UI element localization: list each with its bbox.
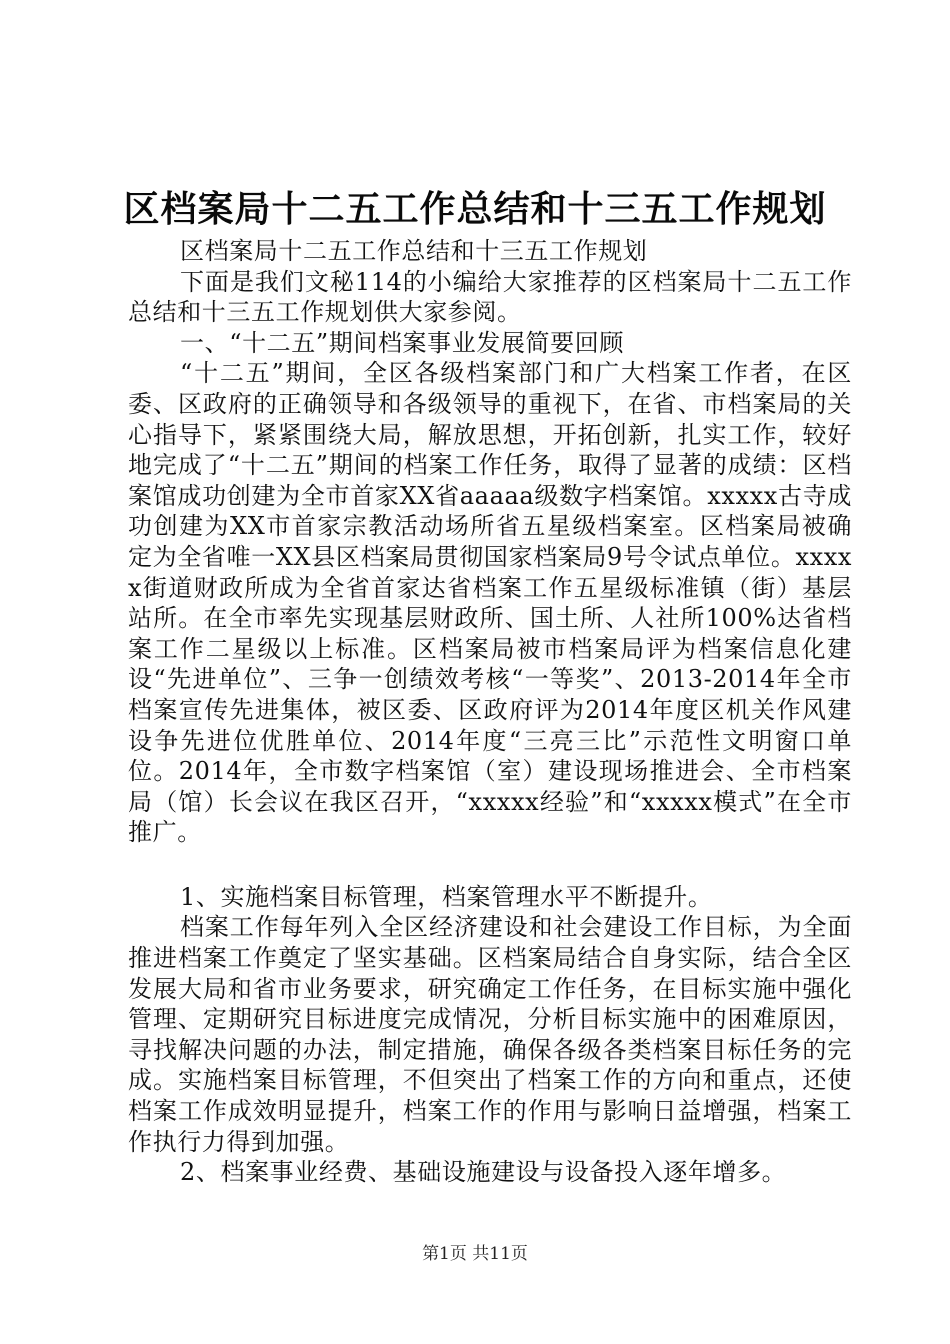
document-body: [128, 236, 852, 1188]
subheading-1: 1、实施档案目标管理，档案管理水平不断提升。: [180, 882, 713, 911]
paragraph-subtitle: 区档案局十二五工作总结和十三五工作规划: [180, 237, 648, 265]
page-footer: 第1页 共11页: [422, 1244, 528, 1264]
section-heading: 一、“十二五”期间档案事业发展简要回顾: [180, 328, 624, 357]
paragraph-target-management: 档案工作每年列入全区经济建设和社会建设工作目标，为全面推进档案工作奠定了坚实基础。区档案局结合自身实际，结合全区发展大局和省市业务要求，研究确定工作任务，在目标实施中强化管理、定期研究目标进度完成情况，分析目标实施中的困难原因，寻找解决问题的办法，制定措施，确保各级各类档案目标任务的完成。实施档案目标管理，不但突出了档案工作的方向和重点，还使档案工作成效明显提升，档案工作的作用与影响日益增强，档案工作执行力得到加强。: [128, 913, 852, 1156]
subheading-2: 2、档案事业经费、基础设施建设与设备投入逐年增多。: [180, 1158, 787, 1187]
document-title: 区档案局十二五工作总结和十三五工作规划: [123, 189, 827, 230]
paragraph-spacer: [128, 848, 852, 882]
paragraph-intro: 下面是我们文秘114的小编给大家推荐的区档案局十二五工作总结和十三五工作规划供大家参阅。: [128, 267, 852, 327]
paragraph-review: “十二五”期间，全区各级档案部门和广大档案工作者，在区委、区政府的正确领导和各级领导的重视下，在省、市档案局的关心指导下，紧紧围绕大局，解放思想，开拓创新，扎实工作，较好地完成了“十二五”期间的档案工作任务，取得了显著的成绩：区档案馆成功创建为全市首家XX省aaaaa级数字档案馆。xxxxx古寺成功创建为XX市首家宗教活动场所省五星级档案室。区档案局被确定为全省唯一XX县区档案局贯彻国家档案局9号令试点单位。xxxxx街道财政所成为全省首家达省档案工作五星级标准镇（街）基层站所。在全市率先实现基层财政所、国土所、人社所100%达省档案工作二星级以上标准。区档案局被市档案局评为档案信息化建设“先进单位”、三争一创绩效考核“一等奖”、2013-2014年全市档案宣传先进集体，被区委、区政府评为2014年度区机关作风建设争先进位优胜单位、2014年度“三亮三比”示范性文明窗口单位。2014年，全市数字档案馆（室）建设现场推进会、全市档案局（馆）长会议在我区召开，“xxxxx经验”和“xxxxx模式”在全市推广。: [128, 359, 852, 847]
